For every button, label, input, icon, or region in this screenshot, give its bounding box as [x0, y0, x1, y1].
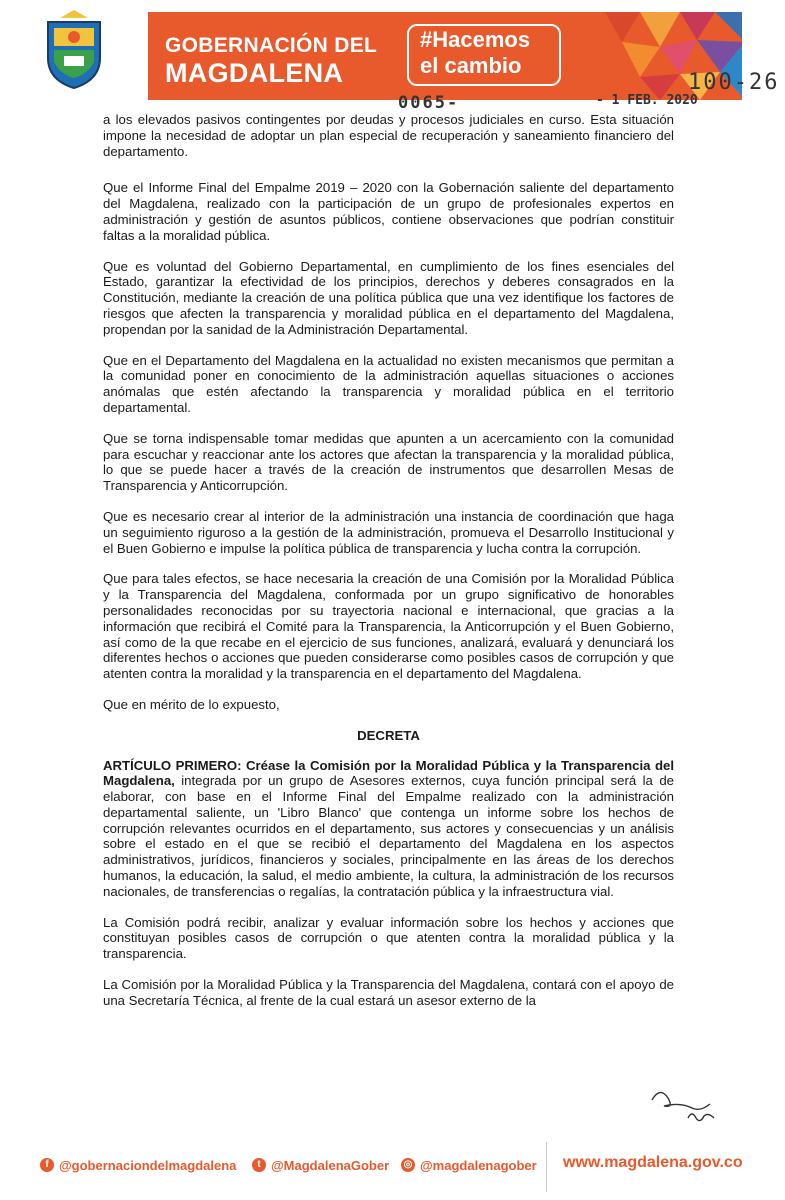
paragraph-6: Que es necesario crear al interior de la administración una instancia de coordinación que haga un seguimiento riguroso a la gestión de la administración, promueva el Desarrollo Institucional y el Buen Gobierno e impulse la política pública de transparencia y lucha contra la corrupción. — [103, 508, 674, 556]
footer-divider — [546, 1142, 547, 1192]
paragraph-commission: La Comisión podrá recibir, analizar y evaluar información sobre los hechos y acciones que constituyan posibles casos de corrupción o que atenten contra la moralidad pública y la transparencia. — [103, 914, 674, 962]
government-title — [165, 34, 377, 88]
department-coat-of-arms-icon — [38, 6, 110, 92]
slogan-line2: el cambio — [420, 53, 522, 78]
paragraph-3: Que es voluntad del Gobierno Departamental, en cumplimiento de los fines esenciales del Estado, garantizar la efectividad de los principios, derechos y deberes consagrados en la Constitución, mediante la creación de una política pública que una vez identifique los factores de riesgos que afecten la transparencia y moralidad pública en el departamento del Magdalena, propendan por la sanidad de la Administración Departamental. — [103, 258, 674, 337]
date-stamp: - 1 FEB. 2020 — [596, 93, 698, 108]
instagram-icon: ◎ — [401, 1158, 415, 1172]
website-link: www.magdalena.gov.co — [563, 1154, 743, 1171]
decree-number-stamp: 0065- — [398, 93, 460, 113]
letterhead-footer — [0, 1130, 785, 1200]
facebook-handle-text: @gobernaciondelmagdalena — [59, 1157, 237, 1173]
government-title-line2: MAGDALENA — [165, 58, 344, 88]
paragraph-secretary: La Comisión por la Moralidad Pública y la Transparencia del Magdalena, contará con el apoyo de una Secretaría Técnica, al frente de la cual estará un asesor externo de la — [103, 977, 674, 1008]
slogan-line1: #Hacemos — [420, 27, 531, 52]
instagram-handle — [401, 1154, 537, 1176]
facebook-icon: f — [40, 1158, 54, 1172]
slogan — [420, 27, 530, 79]
handwritten-signature-icon — [640, 1078, 730, 1128]
twitter-icon: t — [252, 1158, 266, 1172]
article-label: ARTÍCULO PRIMERO: — [103, 757, 242, 773]
paragraph-1: a los elevados pasivos contingentes por deudas y procesos judiciales en curso. Esta situación impone la necesidad de adoptar un plan especial de recuperación y saneamiento financiero del departamento. — [103, 112, 674, 159]
letterhead-banner — [30, 12, 742, 100]
article-first — [103, 758, 674, 900]
paragraph-8: Que en mérito de lo expuesto, — [103, 696, 280, 712]
paragraph-7: Que para tales efectos, se hace necesaria la creación de una Comisión por la Moralidad Pública y la Transparencia del Magdalena, conformada por un grupo significativo de honorables personalidades reconocidas por su trayectoria nacional e internacional, que gracias a la información que recibirá el Comité para la Transparencia, la Anticorrupción y el Buen Gobierno, así como de la que recabe en el ejercicio de sus funciones, analizará, evaluará y denunciará los diferentes hechos o acciones que pueden considerarse como posibles casos de corrupción y que atenten contra la moralidad y la transparencia en el departamento del Magdalena. — [103, 571, 674, 682]
file-code-stamp: 100-26 — [688, 70, 780, 95]
article-text: integrada por un grupo de Asesores externos, cuya función principal será la de elaborar, con base en el Informe Final del Empalme realizado con la administración departamental saliente, un 'Libro Blanco' que contenga un informe sobre los hechos de corrupción relevantes ocurridos en el departamento, sus actores y consecuencias y un análisis sobre el estado en el que se recibió el departamento del Magdalena en los aspectos administrativos, jurídicos, financieros y sociales, principalmente en las áreas de los derechos humanos, la educación, la salud, el medio ambiente, la cultura, la administración de los recursos nacionales, de transferencias o regalías, la contratación pública y la infraestructura vial. — [103, 773, 674, 899]
instagram-handle-text: @magdalenagober — [420, 1157, 537, 1173]
decreta-heading: DECRETA — [357, 727, 420, 743]
paragraph-5: Que se torna indispensable tomar medidas que apunten a un acercamiento con la comunidad para escuchar y reaccionar ante los actores que afectan la transparencia y la moralidad pública, lo que se puede hacer a través de la creación de instrumentos que desarrollen Mesas de Transparencia y Anticorrupción. — [103, 430, 674, 494]
article-bold-text: Créase la Comisión por la Moralidad Pública y la Transparencia del Magdalena, — [103, 757, 674, 789]
paragraph-2: Que el Informe Final del Empalme 2019 – 2020 con la Gobernación saliente del departamento del Magdalena, realizado con la participación de un grupo de profesionales expertos en administración y gestión de asuntos públicos, contiene observaciones que podrían constituir faltas a la moralidad pública. — [103, 180, 674, 243]
twitter-handle — [252, 1154, 389, 1176]
twitter-handle-text: @MagdalenaGober — [271, 1157, 390, 1173]
government-title-line1: GOBERNACIÓN DEL — [165, 34, 378, 57]
facebook-handle — [40, 1154, 236, 1176]
paragraph-4: Que en el Departamento del Magdalena en la actualidad no existen mecanismos que permitan a la comunidad poner en conocimiento de la administración aquellas situaciones o acciones anómalas que estén afectando la transparencia y moralidad pública en el territorio departamental. — [103, 352, 674, 415]
document-body — [103, 112, 674, 1024]
